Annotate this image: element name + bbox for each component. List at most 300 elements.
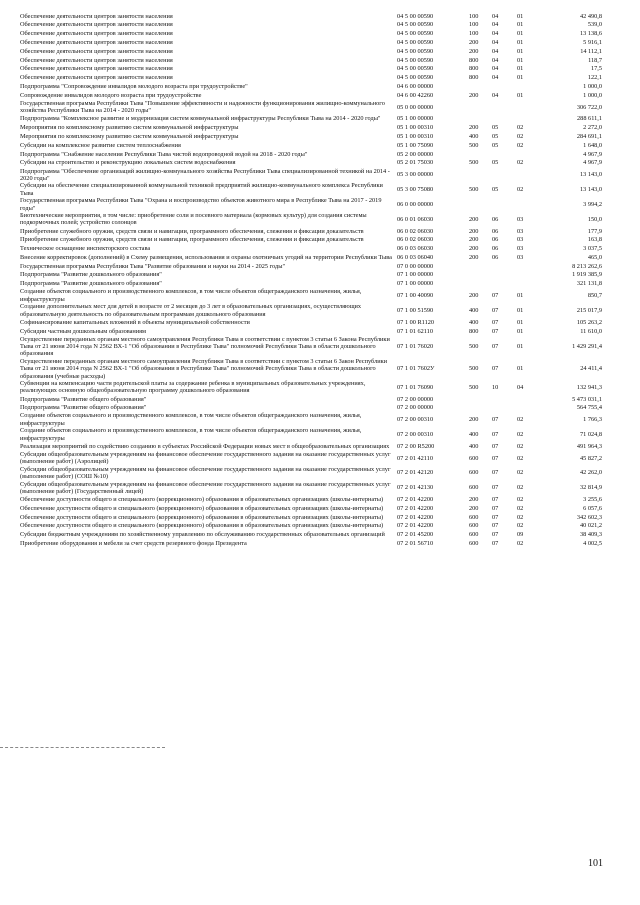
row-amount: 1 648,0 (583, 141, 602, 149)
row-amount: 13 143,0 (579, 186, 602, 194)
row-section (492, 280, 517, 289)
row-name: Осуществление переданных органам местного самоуправления Республики Тыва в соответствии с пунктом 3 статьи 6 Закон Республики Тыва от 21 июня 2014 года N 2562 ВХ-1 "Об образовании в Республике Тыва" полномочий Республики Тыва в области дошкольного образования (учебные расходы) (20, 357, 388, 380)
row-subsection: 03 (517, 236, 524, 244)
row-amount: 491 964,3 (576, 442, 602, 450)
row-expense-type: 400 (469, 133, 479, 141)
row-name: Подпрограмма "Развитие общего образования" (20, 404, 147, 412)
row-amount: 40 021,2 (579, 522, 602, 530)
row-expense-type (469, 404, 492, 413)
row-name: Подпрограмма "Сопровождение инвалидов молодого возраста при трудоустройстве" (20, 83, 248, 91)
row-section (492, 197, 517, 212)
table-row (20, 65, 602, 74)
row-name: Подпрограмма "Развитие дошкольного образования" (20, 271, 162, 279)
table-row (20, 91, 602, 100)
row-amount: 14 112,1 (580, 47, 602, 55)
table-row (20, 358, 602, 380)
row-section (492, 100, 517, 115)
row-section: 04 (492, 47, 499, 55)
row-code: 07 2 01 56710 (397, 539, 434, 547)
row-name: Техническое оснащение инспекторского состава (20, 245, 151, 253)
row-name: Обеспечение деятельности центров занятости населения (20, 74, 173, 82)
row-name: Мероприятия по комплексному развитию систем коммунальной инфраструктуры (20, 133, 239, 141)
row-expense-type (469, 82, 492, 91)
table-row (20, 115, 602, 124)
row-name: Создание дополнительных мест для детей в возрасте от 2 месяцев до 3 лет в образовательных организациях, осуществляющих образовательную деятельность по образовательным программам дошкольного образования (20, 303, 362, 318)
row-section: 07 (492, 454, 499, 462)
table-row (20, 47, 602, 56)
row-amount: 42 262,0 (579, 469, 602, 477)
row-subsection (517, 197, 540, 212)
row-expense-type: 100 (469, 30, 479, 38)
table-row (20, 303, 602, 318)
row-amount: 105 263,2 (576, 318, 602, 326)
table-row (20, 495, 602, 504)
table-row (20, 280, 602, 289)
row-name: Софинансирование капитальных вложений в объекты муниципальной собственности (20, 318, 250, 326)
row-subsection: 01 (517, 292, 524, 300)
row-expense-type: 200 (469, 124, 479, 132)
row-subsection: 02 (517, 484, 524, 492)
row-name: Субсидии общеобразовательным учреждениям на финансовое обеспечение государственного задания на оказание государственных услуг (выполнение работ) (Государственный лицей) (20, 480, 391, 495)
row-code: 07 2 01 42130 (397, 484, 434, 492)
row-code: 06 0 01 06030 (397, 215, 434, 223)
row-expense-type: 600 (469, 522, 479, 530)
row-code: 07 2 00 00000 (397, 395, 434, 403)
row-subsection: 03 (517, 245, 524, 253)
table-row (20, 253, 602, 262)
row-amount: 1 000,0 (583, 91, 602, 99)
row-expense-type: 200 (469, 253, 479, 261)
row-section: 07 (492, 416, 499, 424)
row-code: 04 5 00 00590 (397, 74, 434, 82)
row-section: 10 (492, 383, 499, 391)
budget-table-body (20, 12, 602, 548)
row-code: 04 5 00 00590 (397, 65, 434, 73)
row-amount: 17,5 (590, 65, 602, 73)
row-subsection: 02 (517, 469, 524, 477)
row-expense-type: 400 (469, 442, 479, 450)
row-name: Обеспечение деятельности центров занятости населения (20, 47, 173, 55)
row-section: 04 (492, 21, 499, 29)
row-amount: 5 916,1 (583, 39, 602, 47)
row-amount: 215 017,9 (576, 306, 602, 314)
row-name: Обеспечение деятельности центров занятости населения (20, 12, 173, 20)
row-code: 07 2 01 45200 (397, 531, 434, 539)
row-expense-type: 200 (469, 39, 479, 47)
table-row (20, 404, 602, 413)
row-subsection: 03 (517, 227, 524, 235)
row-amount: 11 610,0 (580, 327, 602, 335)
row-section: 07 (492, 522, 499, 530)
row-amount: 321 131,8 (576, 280, 602, 288)
row-amount: 42 490,8 (579, 12, 602, 20)
row-section: 07 (492, 306, 499, 314)
row-expense-type: 200 (469, 91, 479, 99)
row-amount: 150,0 (587, 215, 602, 223)
row-section: 05 (492, 124, 499, 132)
table-row (20, 236, 602, 245)
table-row (20, 21, 602, 30)
row-code: 04 5 00 00590 (397, 12, 434, 20)
row-subsection (517, 150, 540, 159)
row-name: Субсидии на обеспечение специализированной коммунальной техникой предприятий жилищно-коммунального комплекса Республики Тыва (20, 182, 383, 197)
table-row (20, 132, 602, 141)
row-code: 07 2 01 42200 (397, 522, 434, 530)
row-code: 05 1 00 75090 (397, 141, 434, 149)
row-code: 07 2 00 00310 (397, 430, 434, 438)
row-amount: 564 755,4 (576, 404, 602, 412)
row-expense-type: 600 (469, 539, 479, 547)
row-subsection (517, 280, 540, 289)
row-name: Субсидии общеобразовательным учреждениям на финансовое обеспечение государственного задания на оказание государственных услуг (выполнение работ) (СОШ №10) (20, 465, 391, 481)
row-code: 05 2 00 00000 (397, 150, 434, 158)
row-subsection (517, 82, 540, 91)
row-expense-type: 500 (469, 383, 479, 391)
row-code: 07 2 01 42200 (397, 504, 434, 512)
row-amount: 8 213 262,6 (572, 262, 602, 270)
row-expense-type: 500 (469, 159, 479, 167)
table-row (20, 182, 602, 197)
row-section: 05 (492, 133, 499, 141)
row-expense-type: 100 (469, 12, 479, 20)
row-expense-type: 800 (469, 74, 479, 82)
row-name: Государственная программа Республики Тыва "Развитие образования и науки на 2014 - 2025 годы" (20, 262, 286, 270)
table-row (20, 30, 602, 39)
row-name: Обеспечение доступности общего и специального (коррекционного) образования в образовательных организациях (школы-интернаты) (20, 513, 384, 521)
row-subsection: 01 (517, 30, 524, 38)
table-row (20, 244, 602, 253)
row-section: 07 (492, 531, 499, 539)
row-name: Государственная программа Республики Тыва "Охрана и воспроизводство объектов животного мира в Республике Тыва на 2017 - 2019 годы" (20, 197, 382, 212)
row-code: 05 0 00 00000 (397, 103, 434, 111)
row-code: 07 2 00 00000 (397, 404, 434, 412)
row-subsection: 01 (517, 65, 524, 73)
row-subsection: 01 (517, 74, 524, 82)
table-row (20, 150, 602, 159)
row-code: 07 1 01 62110 (397, 327, 433, 335)
row-subsection: 02 (517, 539, 524, 547)
row-section: 07 (492, 513, 499, 521)
table-row (20, 100, 602, 115)
row-expense-type: 600 (469, 469, 479, 477)
row-expense-type: 200 (469, 504, 479, 512)
row-name: Обеспечение доступности общего и специального (коррекционного) образования в образовательных организациях (школы-интернаты) (20, 496, 384, 503)
row-name: Подпрограмма "Обеспечение организаций жилищно-коммунального хозяйства Республики Тыва специализированной техникой на 2014 - 2020 годы" (20, 167, 390, 182)
row-amount: 1 766,3 (583, 416, 602, 424)
row-expense-type: 500 (469, 186, 479, 194)
row-section: 04 (492, 30, 499, 38)
row-expense-type: 400 (469, 318, 479, 326)
row-subsection: 02 (517, 124, 524, 132)
row-name: Обеспечение деятельности центров занятости населения (20, 56, 173, 64)
row-code: 04 5 00 00590 (397, 47, 434, 55)
row-subsection (517, 262, 540, 271)
row-subsection: 02 (517, 454, 524, 462)
table-row (20, 74, 602, 83)
row-subsection: 01 (517, 343, 524, 351)
table-row (20, 427, 602, 442)
row-expense-type (469, 280, 492, 289)
row-amount: 38 409,3 (579, 531, 602, 539)
row-section: 06 (492, 236, 499, 244)
row-name: Субсидии на комплексное развитие систем теплоснабжения (20, 141, 181, 149)
row-section: 07 (492, 504, 499, 512)
row-section: 06 (492, 227, 499, 235)
row-section: 07 (492, 496, 499, 503)
row-expense-type: 800 (469, 327, 479, 335)
row-subsection: 01 (517, 56, 524, 64)
row-amount: 288 611,1 (577, 115, 602, 123)
scan-artifact-line (0, 747, 165, 748)
row-section: 07 (492, 484, 499, 492)
row-subsection: 03 (517, 215, 524, 223)
row-expense-type: 200 (469, 245, 479, 253)
row-subsection: 01 (517, 39, 524, 47)
row-section: 07 (492, 365, 499, 373)
table-row (20, 197, 602, 212)
table-row (20, 336, 602, 358)
row-expense-type: 200 (469, 227, 479, 235)
row-code: 04 5 00 00590 (397, 21, 434, 29)
row-code: 04 5 00 00590 (397, 39, 434, 47)
row-name: Обеспечение доступности общего и специального (коррекционного) образования в образовательных организациях (школы-интернаты) (20, 522, 384, 530)
row-amount: 163,8 (587, 236, 602, 244)
row-code: 05 1 00 00310 (397, 124, 434, 132)
row-code: 05 1 00 00310 (397, 133, 434, 141)
row-expense-type: 500 (469, 141, 479, 149)
row-code: 07 1 00 R1120 (397, 318, 435, 326)
row-expense-type: 200 (469, 496, 479, 503)
row-subsection (517, 395, 540, 404)
row-amount: 6 057,6 (583, 504, 602, 512)
row-subsection: 03 (517, 253, 524, 261)
table-row (20, 412, 602, 427)
table-row (20, 531, 602, 540)
row-code: 04 5 00 00590 (397, 30, 434, 38)
row-code: 07 2 01 42200 (397, 496, 434, 503)
row-amount: 1 000,0 (583, 83, 602, 91)
table-row (20, 38, 602, 47)
row-section: 07 (492, 469, 499, 477)
row-name: Обеспечение деятельности центров занятости населения (20, 65, 173, 73)
table-row (20, 168, 602, 183)
table-row (20, 56, 602, 65)
table-row (20, 395, 602, 404)
row-code: 07 1 00 00000 (397, 271, 434, 279)
row-section (492, 82, 517, 91)
row-section (492, 271, 517, 280)
row-amount: 539,0 (587, 21, 602, 29)
row-section: 04 (492, 12, 499, 20)
row-section (492, 262, 517, 271)
row-amount: 4 002,5 (583, 539, 602, 547)
row-subsection: 02 (517, 504, 524, 512)
row-section: 06 (492, 215, 499, 223)
row-expense-type (469, 395, 492, 404)
row-amount: 5 473 031,1 (572, 395, 602, 403)
row-section: 07 (492, 430, 499, 438)
row-subsection: 02 (517, 416, 524, 424)
table-row (20, 288, 602, 303)
table-row (20, 327, 602, 336)
row-name: Мероприятия по комплексному развитию систем коммунальной инфраструктуры (20, 124, 239, 132)
row-name: Создание объектов социального и производственного комплексов, в том числе объектов общегражданского назначения, жилья, инфраструктуры (20, 427, 362, 442)
row-code: 07 1 00 51590 (397, 306, 434, 314)
row-amount: 306 722,0 (576, 103, 602, 111)
row-name: Подпрограмма "Комплексное развитие и модернизация систем коммунальной инфраструктуры Республики Тыва на 2014 - 2020 годы" (20, 115, 381, 123)
row-name: Приобретение служебного оружия, средств связи и навигации, программного обеспечения, слежения и фиксации доказательств (20, 227, 364, 235)
row-expense-type: 600 (469, 484, 479, 492)
row-amount: 3 255,6 (583, 496, 602, 503)
row-name: Подпрограмма "Развитие дошкольного образования" (20, 280, 162, 288)
row-expense-type (469, 197, 492, 212)
row-name: Приобретение служебного оружия, средств связи и навигации, программного обеспечения, слежения и фиксации доказательств (20, 236, 364, 244)
table-row (20, 380, 602, 395)
table-row (20, 504, 602, 513)
row-amount: 122,1 (587, 74, 602, 82)
row-section: 07 (492, 292, 499, 300)
row-section: 06 (492, 245, 499, 253)
row-subsection: 09 (517, 531, 524, 539)
row-name: Государственная программа Республики Тыва "Повышение эффективности и надежности функционирования жилищно-коммунального хозяйства Республики Тыва на 2014 - 2020 годы" (20, 99, 385, 115)
row-code: 07 2 01 42110 (397, 454, 433, 462)
row-name: Субсидии на строительство и реконструкцию локальных систем водоснабжения (20, 159, 236, 167)
row-section: 04 (492, 56, 499, 64)
table-row (20, 481, 602, 496)
row-amount: 2 272,0 (583, 124, 602, 132)
page-number: 101 (588, 858, 603, 869)
row-amount: 465,0 (587, 253, 602, 261)
row-expense-type: 400 (469, 306, 479, 314)
row-name: Субсидии общеобразовательным учреждениям на финансовое обеспечение государственного задания на оказание государственных услуг (выполнение работ) (Аэролицей) (20, 450, 391, 466)
row-name: Подпрограмма "Снабжение населения Республики Тыва чистой водопроводной водой на 2018 - 2020 годы" (20, 150, 308, 158)
row-amount: 850,7 (587, 292, 602, 300)
row-subsection: 01 (517, 365, 524, 373)
row-subsection: 04 (517, 383, 524, 391)
row-subsection: 02 (517, 442, 524, 450)
table-row (20, 442, 602, 451)
row-expense-type: 600 (469, 513, 479, 521)
table-row (20, 522, 602, 531)
row-code: 07 1 00 00000 (397, 280, 434, 288)
row-code: 07 1 01 76020 (397, 343, 434, 351)
row-code: 06 0 03 06030 (397, 245, 434, 253)
table-row (20, 513, 602, 522)
row-expense-type (469, 262, 492, 271)
table-row (20, 539, 602, 548)
row-code: 07 0 00 00000 (397, 262, 434, 270)
row-amount: 118,7 (588, 56, 602, 64)
row-section: 04 (492, 65, 499, 73)
row-amount: 4 967,9 (583, 150, 602, 158)
row-subsection: 02 (517, 133, 524, 141)
row-code: 05 2 01 75030 (397, 159, 434, 167)
row-subsection (517, 100, 540, 115)
row-section: 07 (492, 539, 499, 547)
row-expense-type: 500 (469, 343, 479, 351)
row-code: 06 0 03 06040 (397, 253, 434, 261)
row-code: 07 2 01 42120 (397, 469, 434, 477)
row-name: Обеспечение деятельности центров занятости населения (20, 39, 173, 47)
row-name: Биотехнические мероприятия, в том числе: приобретение соли и посевного материала (кормовых культур) для создания системы подкормочных полей; устройство солонцов (20, 212, 367, 227)
table-row (20, 262, 602, 271)
row-subsection: 02 (517, 496, 524, 503)
table-row (20, 271, 602, 280)
row-section: 04 (492, 74, 499, 82)
table-row (20, 124, 602, 133)
table-row (20, 141, 602, 150)
table-row (20, 451, 602, 466)
row-code: 04 6 00 42260 (397, 91, 434, 99)
row-subsection: 01 (517, 47, 524, 55)
row-code: 05 3 00 75080 (397, 186, 434, 194)
row-expense-type (469, 115, 492, 124)
row-expense-type: 800 (469, 56, 479, 64)
row-section: 04 (492, 91, 499, 99)
row-name: Субсидии бюджетным учреждениям по хозяйственному управлению по обслуживанию государственных образовательных организаций (20, 531, 385, 539)
row-code: 05 3 00 00000 (397, 171, 434, 179)
row-subsection: 02 (517, 141, 524, 149)
row-section: 05 (492, 186, 499, 194)
table-row (20, 12, 602, 21)
row-amount: 132 941,3 (576, 383, 602, 391)
row-expense-type: 200 (469, 47, 479, 55)
row-expense-type: 200 (469, 292, 479, 300)
row-expense-type: 400 (469, 430, 479, 438)
row-name: Субвенции на компенсацию части родительской платы за содержание ребенка в муниципальных образовательных учреждениях, реализующих основную общеобразовательную программу дошкольного образования (20, 380, 366, 395)
row-expense-type: 800 (469, 65, 479, 73)
row-code: 06 0 02 06030 (397, 236, 434, 244)
row-amount: 342 602,3 (576, 513, 602, 521)
row-expense-type: 100 (469, 21, 479, 29)
row-amount: 284 691,1 (576, 133, 602, 141)
row-name: Приобретение оборудования и мебели за счет средств резервного фонда Президента (20, 539, 247, 547)
table-row (20, 212, 602, 227)
row-subsection: 01 (517, 327, 524, 335)
row-code: 04 5 00 00590 (397, 56, 434, 64)
row-subsection: 02 (517, 430, 524, 438)
row-subsection: 01 (517, 21, 524, 29)
row-name: Сопровождение инвалидов молодого возраста при трудоустройстве (20, 91, 202, 99)
row-section (492, 404, 517, 413)
row-expense-type: 200 (469, 215, 479, 223)
row-amount: 45 827,2 (579, 454, 602, 462)
row-amount: 4 967,9 (583, 159, 602, 167)
row-subsection: 01 (517, 318, 524, 326)
row-amount: 71 024,8 (579, 430, 602, 438)
row-name: Обеспечение деятельности центров занятости населения (20, 30, 173, 38)
row-code: 07 2 00 R5200 (397, 442, 435, 450)
row-code: 07 2 01 42200 (397, 513, 434, 521)
row-code: 07 1 01 76090 (397, 383, 434, 391)
row-amount: 13 138,6 (579, 30, 602, 38)
row-section (492, 150, 517, 159)
row-section: 06 (492, 253, 499, 261)
row-code: 07 1 01 7602У (397, 365, 435, 373)
row-expense-type: 200 (469, 236, 479, 244)
budget-table (20, 12, 602, 548)
row-section: 05 (492, 141, 499, 149)
row-expense-type: 200 (469, 416, 479, 424)
row-code: 05 1 00 00000 (397, 115, 434, 123)
row-name: Создание объектов социального и производственного комплексов, в том числе объектов общегражданского назначения, жилья, инфраструктуры (20, 412, 362, 427)
row-expense-type (469, 271, 492, 280)
row-expense-type: 600 (469, 454, 479, 462)
row-section (492, 395, 517, 404)
row-name: Реализация мероприятий по содействию созданию в субъектах Российской Федерации новых мест в общеобразовательных организациях (20, 442, 390, 450)
row-section (492, 168, 517, 183)
row-amount: 1 429 291,4 (572, 343, 602, 351)
